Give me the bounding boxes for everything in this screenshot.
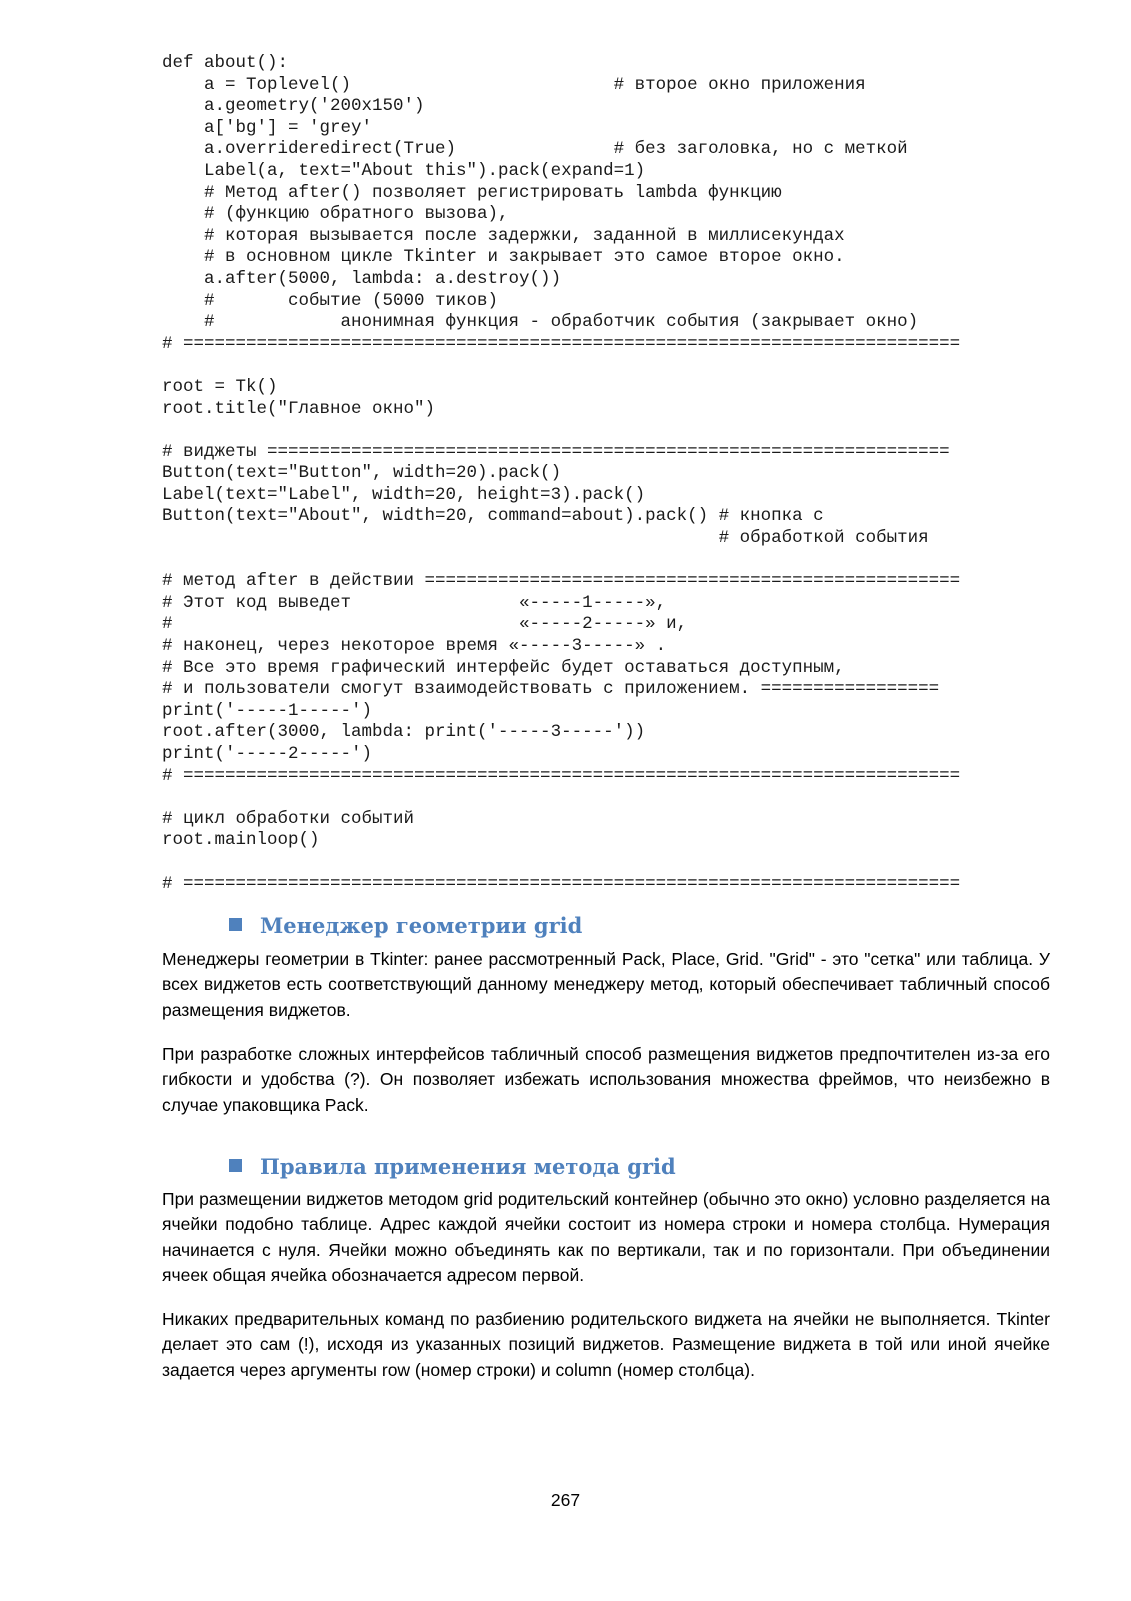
- code-line: # цикл обработки событий: [162, 808, 415, 829]
- code-line: root = Tk(): [162, 376, 278, 397]
- code-line: Label(text="Label", width=20, height=3).pack(): [162, 484, 646, 505]
- code-line: def about():: [162, 53, 289, 73]
- code-line: [162, 550, 1012, 572]
- section-title: Менеджер геометрии grid: [260, 913, 583, 938]
- section-heading-grid-manager: [229, 912, 582, 940]
- code-line: # в основном цикле Tkinter и закрывает это самое второе окно.: [162, 247, 845, 268]
- code-line: a.after(5000, lambda: a.destroy()): [162, 268, 562, 289]
- code-line: [162, 787, 1012, 809]
- code-line: # Метод after() позволяет регистрировать lambda функцию: [162, 182, 782, 203]
- code-line: print('-----1-----'): [162, 700, 373, 721]
- code-line: [162, 852, 1012, 874]
- code-line: # метод after в действии ===================================================: [162, 571, 961, 592]
- code-line: root.title("Главное окно"): [162, 398, 436, 419]
- code-line: # которая вызывается после задержки, заданной в миллисекундах: [162, 225, 845, 246]
- code-line: # событие (5000 тиков): [162, 290, 499, 311]
- code-line: # виджеты =================================================================: [162, 441, 950, 462]
- code-line: a.overrideredirect(True) # без заголовка, но с меткой: [162, 139, 908, 160]
- code-block: [162, 53, 1012, 895]
- code-line: # ==========================================================================: [162, 333, 961, 354]
- code-line: # обработкой события: [162, 528, 929, 549]
- code-line: # анонимная функция - обработчик события (закрывает окно): [162, 312, 919, 333]
- code-line: root.mainloop(): [162, 830, 320, 851]
- code-line: # Все это время графический интерфейс будет оставаться доступным,: [162, 657, 845, 678]
- code-line: # ==========================================================================: [162, 873, 961, 894]
- code-line: # ==========================================================================: [162, 765, 961, 786]
- code-line: a = Toplevel() # второе окно приложения: [162, 74, 866, 95]
- code-line: [162, 355, 1012, 377]
- code-line: # наконец, через некоторое время «-----3-----» .: [162, 636, 667, 657]
- code-line: # Этот код выведет «-----1-----»,: [162, 592, 667, 613]
- paragraph: При размещении виджетов методом grid родительский контейнер (обычно это окно) условно разделяется на ячейки подобно таблице. Адрес каждой ячейки состоит из номера строки и номера столбца. Нумерация начинается с нуля. Ячейки можно объединять как по вертикали, так и по горизонтали. При объединении ячеек общая ячейка обозначается адресом первой.: [162, 1189, 1050, 1286]
- code-line: a.geometry('200x150'): [162, 96, 425, 117]
- code-line: print('-----2-----'): [162, 744, 373, 764]
- paragraph: Менеджеры геометрии в Tkinter: ранее рассмотренный Pack, Place, Grid. "Grid" - это "сетка" или таблица. У всех виджетов есть соответствующий данному менеджеру метод, который обеспечивает табличный способ размещения виджетов.: [162, 949, 1050, 1020]
- code-line: # и пользователи смогут взаимодействовать с приложением. =================: [162, 679, 940, 700]
- page-number: 267: [550, 1490, 581, 1510]
- code-line: # «-----2-----» и,: [162, 614, 688, 635]
- paragraph: Никаких предварительных команд по разбиению родительского виджета на ячейки не выполняется. Tkinter делает это сам (!), исходя из указанных позиций виджетов. Размещение виджета в той или иной ячейке задается через аргументы row (номер строки) и column (номер столбца).: [162, 1309, 1050, 1380]
- square-bullet-icon: [229, 1159, 242, 1172]
- code-line: a['bg'] = 'grey': [162, 117, 373, 138]
- section-title: Правила применения метода grid: [260, 1154, 676, 1179]
- code-line: Button(text="Button", width=20).pack(): [162, 463, 562, 484]
- code-line: [162, 420, 1012, 442]
- section-heading-grid-rules: [229, 1153, 676, 1181]
- code-line: # (функцию обратного вызова),: [162, 204, 509, 225]
- code-line: Button(text="About", width=20, command=about).pack() # кнопка с: [162, 506, 824, 527]
- code-line: root.after(3000, lambda: print('-----3-----')): [162, 722, 646, 743]
- code-line: Label(a, text="About this").pack(expand=1): [162, 160, 646, 181]
- square-bullet-icon: [229, 918, 242, 931]
- paragraph: При разработке сложных интерфейсов табличный способ размещения виджетов предпочтителен из-за его гибкости и удобства (?). Он позволяет избежать использования множества фреймов, что неизбежно в случае упаковщика Pack.: [162, 1044, 1050, 1115]
